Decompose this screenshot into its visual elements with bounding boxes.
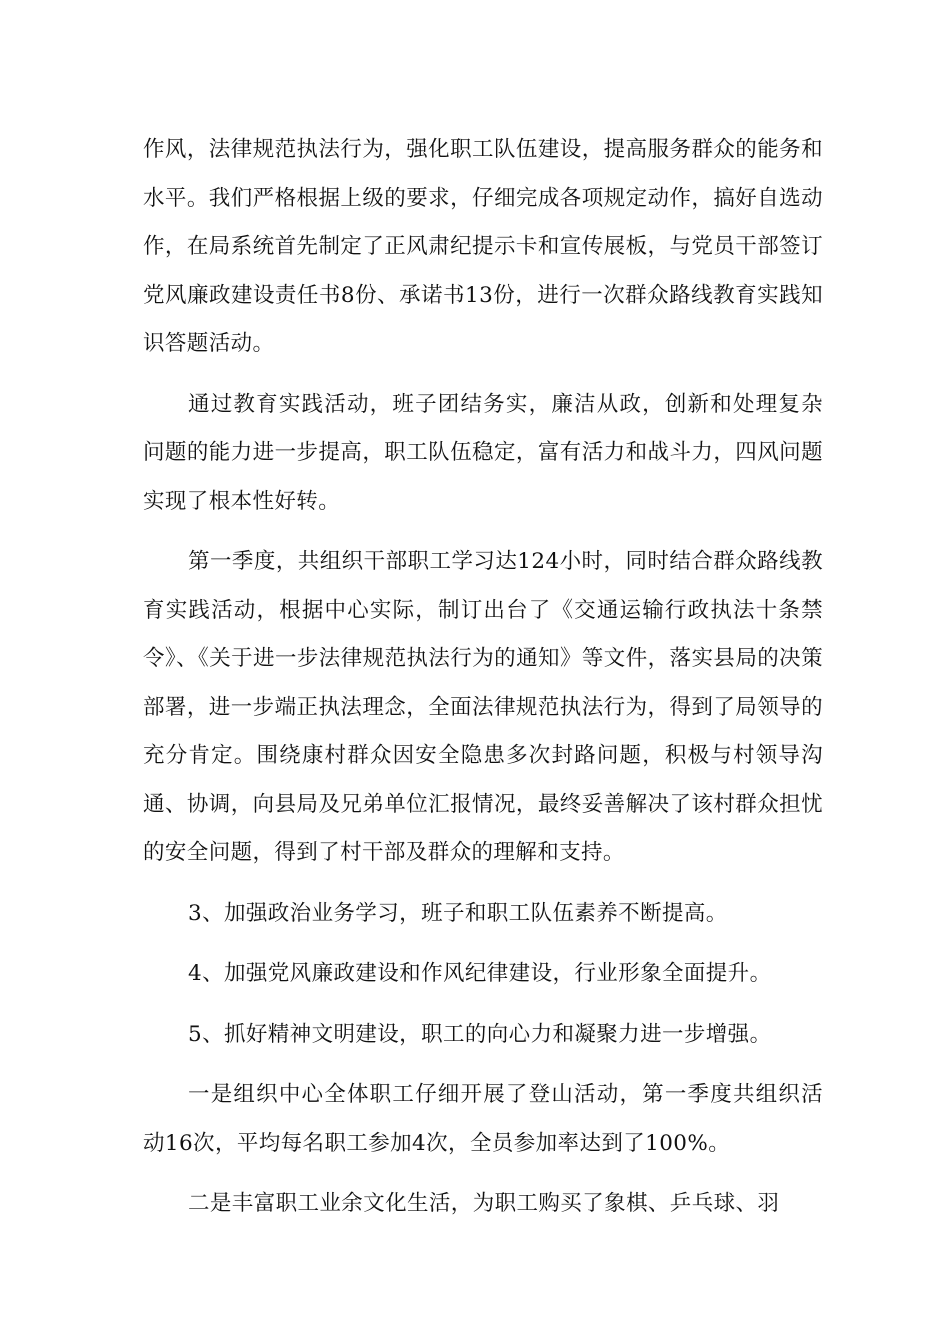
document-body [143,126,823,1229]
paragraph-1: 作风，法律规范执法行为，强化职工队伍建设，提高服务群众的能务和水平。我们严格根据上级的要求，仔细完成各项规定动作，搞好自选动作，在局系统首先制定了正风肃纪提示卡和宣传展板，与党员干部签订党风廉政建设责任书8份、承诺书13份，进行一次群众路线教育实践知识答题活动。 [143,137,823,356]
paragraph-6: 5、抓好精神文明建设，职工的向心力和凝聚力进一步增强。 [188,1021,772,1047]
paragraph-5: 4、加强党风廉政建设和作风纪律建设，行业形象全面提升。 [188,961,772,986]
paragraph-8: 二是丰富职工业余文化生活，为职工购买了象棋、乒乓球、羽 [188,1191,780,1216]
paragraph-4: 3、加强政治业务学习，班子和职工队伍素养不断提高。 [188,900,728,926]
paragraph-7: 一是组织中心全体职工仔细开展了登山活动，第一季度共组织活动16次，平均每名职工参加4次，全员参加率达到了100%。 [143,1082,823,1156]
paragraph-3: 第一季度，共组织干部职工学习达124小时，同时结合群众路线教育实践活动，根据中心实际，制订出台了《交通运输行政执法十条禁令》、《关于进一步法律规范执法行为的通知》等文件，落实县局的决策部署，进一步端正执法理念，全面法律规范执法行为，得到了局领导的充分肯定。围绕康村群众因安全隐患多次封路问题，积极与村领导沟通、协调，向县局及兄弟单位汇报情况，最终妥善解决了该村群众担忧的安全问题，得到了村干部及群众的理解和支持。 [143,549,823,865]
paragraph-2: 通过教育实践活动，班子团结务实，廉洁从政，创新和处理复杂问题的能力进一步提高，职工队伍稳定，富有活力和战斗力，四风问题实现了根本性好转。 [143,391,823,514]
